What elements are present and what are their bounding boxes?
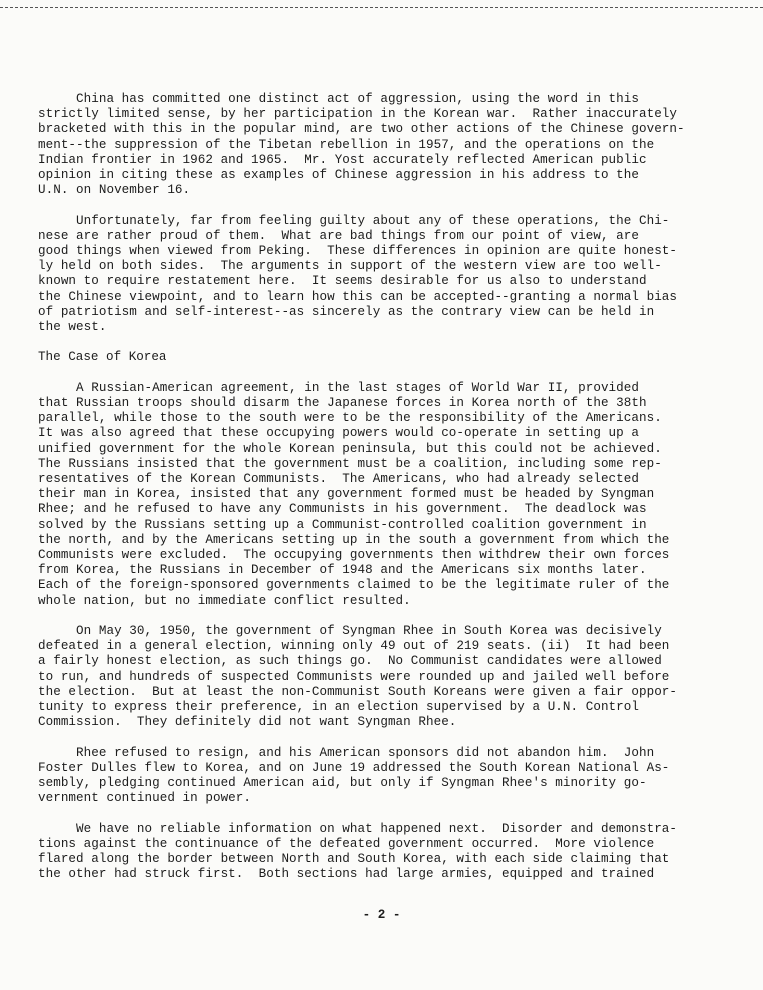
- page-number: - 2 -: [362, 908, 401, 922]
- paragraph-russian-american-agreement: A Russian-American agreement, in the last stages of World War II, provided that Russian troops should disarm the Japanese forces in Korea north of the 38th parallel, while those to the south were to be the responsibility of the Americans. It was also agreed that these occupying powers would co-operate in setting up a unified government for the whole Korean peninsula, but this could not be achieved. The Russians insisted that the government must be a coalition, including some rep- resentatives of the Korean Communists. The Americans, who had already selected their man in Korea, insisted that any government formed must be headed by Syngman Rhee; and he refused to have any Communists in his government. The deadlock was solved by the Russians setting up a Communist-controlled coalition government in the north, and by the Americans setting up in the south a government from which the Communists were excluded. The occupying governments then withdrew their own forces from Korea, the Russians in December of 1948 and the Americans six months later. Each of the foreign-sponsored governments claimed to be the legitimate ruler of the whole nation, but no immediate conflict resulted.: [38, 380, 670, 608]
- page-top-edge: [0, 0, 763, 8]
- paragraph-what-happened-next: We have no reliable information on what happened next. Disorder and demonstra- tions against the continuance of the defeated government occurred. More violence flared along the border between North and South Korea, with each side claiming that the other had struck first. Both sections had large armies, equipped and trained: [38, 821, 678, 882]
- paragraph-chinese-viewpoint: Unfortunately, far from feeling guilty about any of these operations, the Chi- nese are rather proud of them. What are bad things from our point of view, are good things when viewed from Peking. These differences in opinion are quite honest- ly held on both sides. The arguments in support of the western view are too well- known to require restatement here. It seems desirable for us also to understand the Chinese viewpoint, and to learn how this can be accepted--granting a normal bias of patriotism and self-interest--as sincerely as the contrary view can be held in the west.: [38, 213, 678, 335]
- paragraph-china-aggression: China has committed one distinct act of aggression, using the word in this strictly limited sense, by her participation in the Korean war. Rather inaccurately bracketed with this in the popular mind, are two other actions of the Chinese govern- ment--the suppression of the Tibetan rebellion in 1957, and the operations on the Indian frontier in 1962 and 1965. Mr. Yost accurately reflected American public opinion in citing these as examples of Chinese aggression in his address to the U.N. on November 16.: [38, 92, 685, 198]
- document-page: [38, 92, 738, 898]
- section-heading: The Case of Korea: [38, 350, 167, 365]
- paragraph-rhee-refused: Rhee refused to resign, and his American sponsors did not abandon him. John Foster Dulles flew to Korea, and on June 19 addressed the South Korean National As- sembly, pledging continued American aid, but only if Syngman Rhee's minority go- vernment continued in power.: [38, 745, 670, 806]
- paragraph-election-1950: On May 30, 1950, the government of Syngman Rhee in South Korea was decisively defeated in a general election, winning only 49 out of 219 seats. (ii) It had been a fairly honest election, as such things go. No Communist candidates were allowed to run, and hundreds of suspected Communists were rounded up and jailed well before the election. But at least the non-Communist South Koreans were given a fair oppor- tunity to express their preference, in an election supervised by a U.N. Control Commission. They definitely did not want Syngman Rhee.: [38, 624, 678, 730]
